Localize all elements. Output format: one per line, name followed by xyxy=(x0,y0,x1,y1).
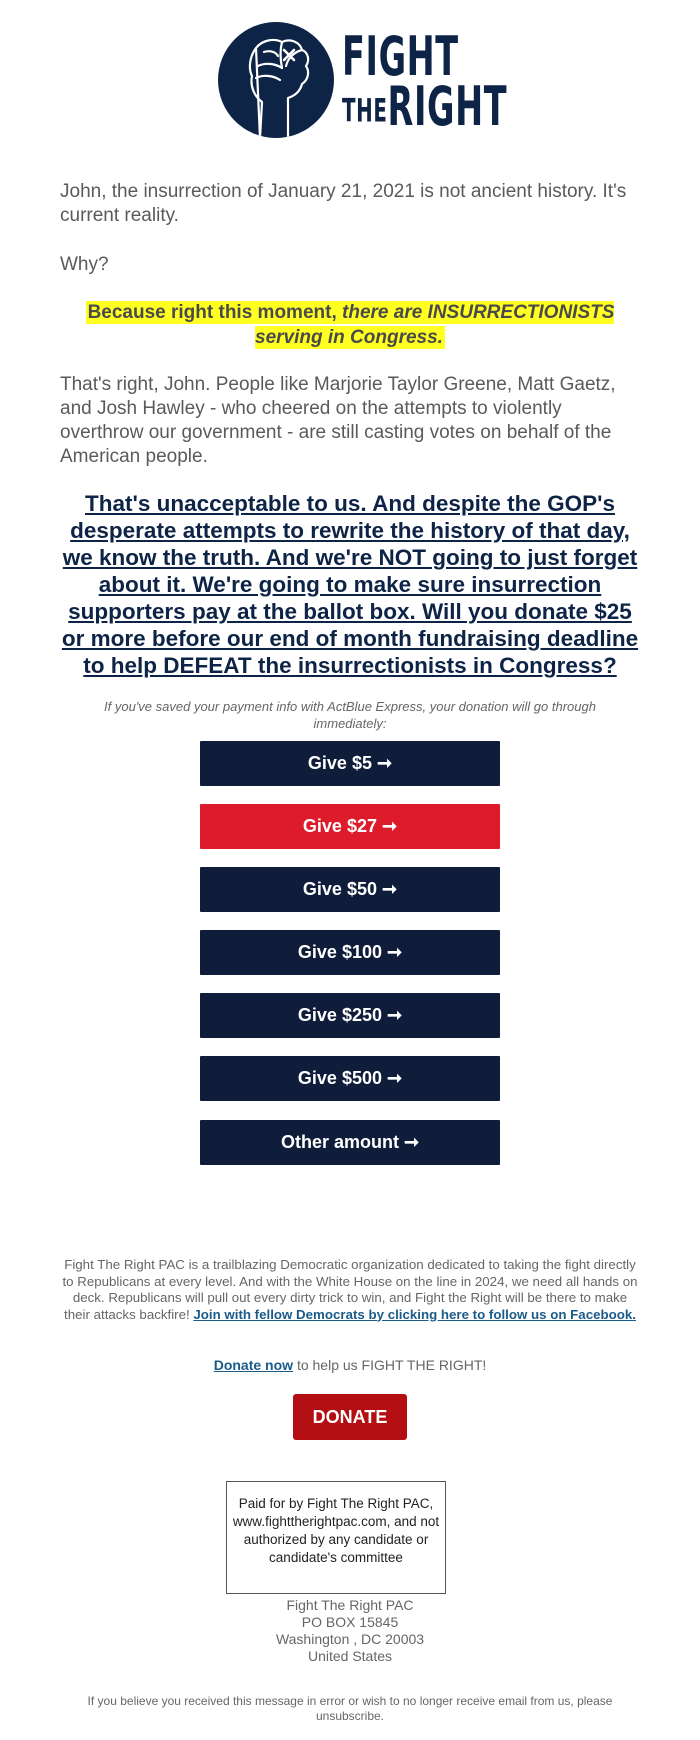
body-paragraph: That's right, John. People like Marjorie Taylor Greene, Matt Gaetz, and Josh Hawley - who cheered on the attempts to violently overthrow our government - are still casting votes on behalf of the American people. xyxy=(60,374,616,467)
address-line: Fight The Right PAC xyxy=(286,1597,414,1613)
actblue-express-note: If you've saved your payment info with ActBlue Express, your donation will go through immediately: xyxy=(104,699,596,731)
logo-the: THE xyxy=(342,91,388,130)
highlight-mark xyxy=(86,301,615,349)
give-250-button[interactable]: Give $250 ➞ xyxy=(200,993,500,1038)
about-paragraph xyxy=(60,1257,640,1323)
highlighted-statement xyxy=(60,300,640,350)
logo-line-2 xyxy=(342,75,508,138)
donate-now-line xyxy=(60,1357,640,1373)
why-paragraph: Why? xyxy=(60,254,109,275)
paid-for-disclaimer: Paid for by Fight The Right PAC, www.fighttherightpac.com, and not authorized by any candidate or candidate's committee xyxy=(226,1481,446,1594)
logo-wordmark xyxy=(342,25,508,138)
unsubscribe-note[interactable]: If you believe you received this message in error or wish to no longer receive email from us, please unsubscribe. xyxy=(87,1694,613,1723)
give-27-button[interactable]: Give $27 ➞ xyxy=(200,804,500,849)
address-line: Washington , DC 20003 xyxy=(275,1631,425,1647)
give-100-button[interactable]: Give $100 ➞ xyxy=(200,930,500,975)
about-text: Fight The Right PAC is a trailblazing Democratic organization dedicated to taking the fight directly to Republicans at every level. And with the White House on the line in 2024, we need all hands on deck. Republicans will pull out every dirty trick to win, and Fight the Right will be there to make their attacks backfire! xyxy=(62,1257,638,1322)
appeal-link[interactable]: That's unacceptable to us. And despite the GOP's desperate attempts to rewrite the history of that day, we know the truth. And we're NOT going to just forget about it. We're going to make sure insurrection supporters pay at the ballot box. Will you donate $25 or more before our end of month fundraising deadline to help DEFEAT the insurrectionists in Congress? xyxy=(61,491,639,678)
donate-now-link[interactable]: Donate now xyxy=(213,1357,294,1373)
logo-line-1: FIGHT xyxy=(342,25,459,88)
raised-fist-icon xyxy=(218,22,334,138)
address-line: United States xyxy=(307,1648,393,1664)
give-5-button[interactable]: Give $5 ➞ xyxy=(200,741,500,786)
highlight-plain: Because right this moment, xyxy=(87,302,343,323)
logo-right: RIGHT xyxy=(387,75,508,138)
intro-paragraph: John, the insurrection of January 21, 2021 is not ancient history. It's current reality. xyxy=(60,181,627,226)
donate-button[interactable]: DONATE xyxy=(293,1394,407,1440)
fight-the-right-logo[interactable] xyxy=(218,22,508,142)
other-amount-button[interactable]: Other amount ➞ xyxy=(200,1120,500,1165)
donate-now-text: to help us FIGHT THE RIGHT! xyxy=(293,1357,487,1373)
highlight-italic: there are INSURRECTIONISTS serving in Congress. xyxy=(255,302,615,348)
address-line: PO BOX 15845 xyxy=(301,1614,399,1630)
give-50-button[interactable]: Give $50 ➞ xyxy=(200,867,500,912)
mailing-address xyxy=(200,1597,500,1665)
give-500-button[interactable]: Give $500 ➞ xyxy=(200,1056,500,1101)
facebook-link[interactable]: Join with fellow Democrats by clicking here to follow us on Facebook. xyxy=(193,1306,636,1322)
